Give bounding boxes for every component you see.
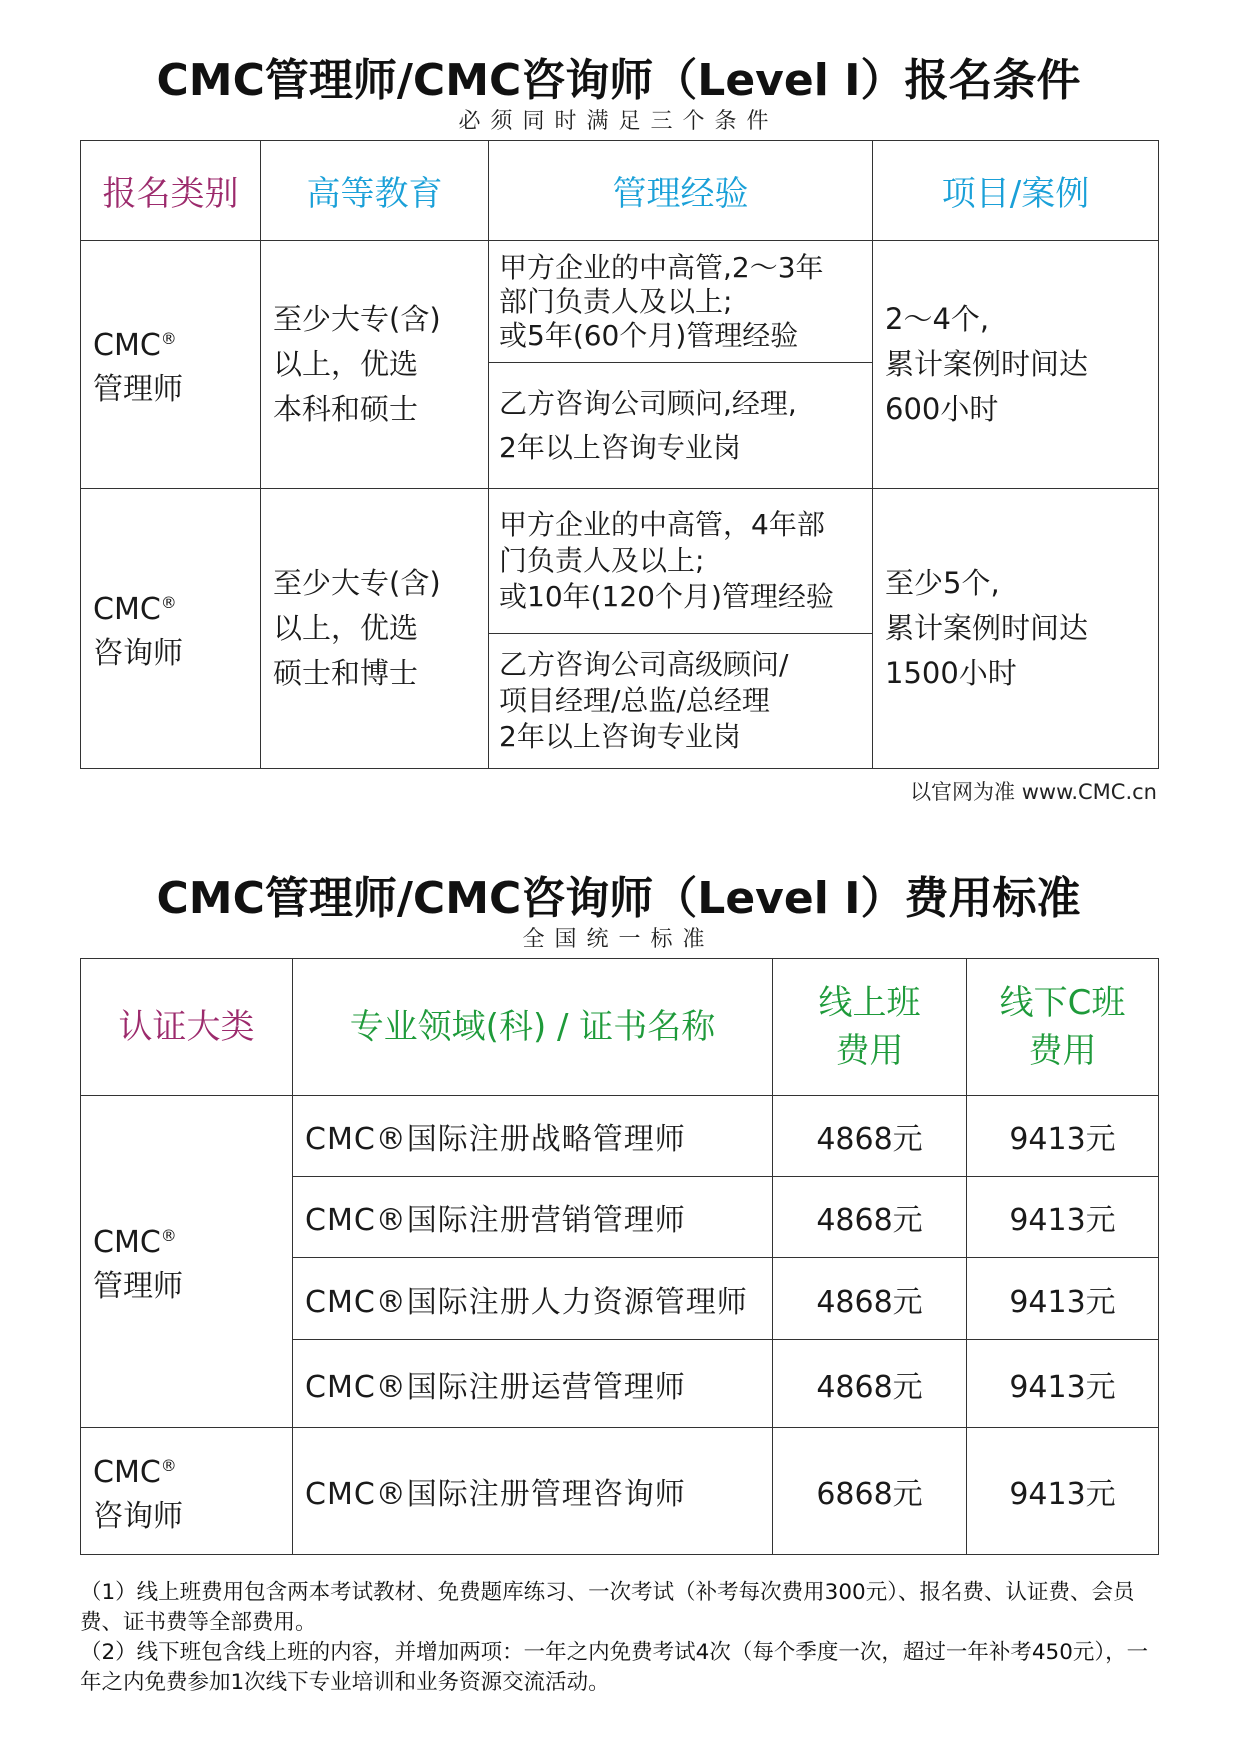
reg-education-consultant [261,489,489,769]
reg-experience-a-manager [489,241,873,363]
reg-header-experience: 管理经验 [489,141,873,241]
edu-line: 至少大专(含) [273,566,441,600]
reg-category-manager [81,241,261,489]
exp-line: 甲方企业的中高管,2～3年 [499,250,824,284]
reg-project-consultant [873,489,1159,769]
reg-table [80,140,1159,769]
fee-item-name: CMC®国际注册运营管理师 [293,1340,773,1428]
reg-experience-b-consultant [489,634,873,769]
reg-header-project: 项目/案例 [873,141,1159,241]
cat-role: 管理师 [93,1269,183,1304]
registered-mark: ® [160,593,177,612]
fee-offline: 9413元 [967,1258,1159,1340]
exp-line: 2年以上咨询专业岗 [499,430,741,464]
fee-item-name: CMC®国际注册营销管理师 [293,1177,773,1258]
registered-mark: ® [160,1226,177,1245]
reg-experience-b-manager [489,363,873,489]
header-line: 费用 [835,1031,904,1071]
cat-name: CMC [93,1225,161,1260]
reg-experience-a-consultant [489,489,873,634]
fee-offline: 9413元 [967,1096,1159,1177]
fee-offline: 9413元 [967,1177,1159,1258]
fee-notes [80,1578,1160,1698]
fee-note: （2）线下班包含线上班的内容，并增加两项：一年之内免费考试4次（每个季度一次，超过一年补考450元），一年之内免费参加1次线下专业培训和业务资源交流活动。 [80,1640,1149,1695]
proj-line: 2～4个, [885,302,990,336]
fee-online: 6868元 [773,1428,967,1555]
exp-line: 2年以上咨询专业岗 [499,720,741,753]
exp-line: 项目经理/总监/总经理 [499,684,770,717]
reg-education-manager [261,241,489,489]
fee-category-consultant [81,1428,293,1555]
header-line: 线下C班 [999,983,1126,1023]
fee-header-category: 认证大类 [81,959,293,1096]
reg-header-category: 报名类别 [81,141,261,241]
fee-item-name: CMC®国际注册战略管理师 [293,1096,773,1177]
proj-line: 1500小时 [885,656,1017,690]
reg-category-consultant [81,489,261,769]
fee-online: 4868元 [773,1258,967,1340]
header-line: 费用 [1028,1031,1097,1071]
fee-offline: 9413元 [967,1428,1159,1555]
cat-role: 咨询师 [93,636,183,671]
fee-table [80,958,1159,1555]
reg-header-education: 高等教育 [261,141,489,241]
exp-line: 部门负责人及以上; [499,284,733,318]
exp-line: 门负责人及以上; [499,544,705,577]
fee-offline: 9413元 [967,1340,1159,1428]
exp-line: 或5年(60个月)管理经验 [499,318,799,352]
edu-line: 以上，优选 [273,347,419,381]
edu-line: 本科和硕士 [273,392,419,426]
reg-title: CMC管理师/CMC咨询师（Level I）报名条件 [156,55,1081,106]
fee-header-online [773,959,967,1096]
fee-online: 4868元 [773,1340,967,1428]
edu-line: 至少大专(含) [273,302,441,336]
cat-name: CMC [93,328,161,363]
fee-title: CMC管理师/CMC咨询师（Level I）费用标准 [156,873,1081,924]
exp-line: 甲方企业的中高管，4年部 [499,508,825,541]
fee-category-manager [81,1096,293,1428]
cat-name: CMC [93,1454,161,1490]
registered-mark: ® [160,329,177,348]
fee-online: 4868元 [773,1177,967,1258]
fee-note: （1）线上班费用包含两本考试教材、免费题库练习、一次考试（补考每次费用300元）、报名费、认证费、会员费、证书费等全部费用。 [80,1580,1135,1635]
fee-item-name: CMC®国际注册人力资源管理师 [293,1258,773,1340]
cat-role: 咨询师 [93,1498,183,1534]
fee-header-field: 专业领域(科) / 证书名称 [293,959,773,1096]
cat-name: CMC [93,592,161,627]
reg-project-manager [873,241,1159,489]
edu-line: 以上，优选 [273,611,419,645]
exp-line: 乙方咨询公司高级顾问/ [499,648,789,681]
fee-header-offline [967,959,1159,1096]
proj-line: 累计案例时间达 [885,347,1089,381]
registered-mark: ® [160,1455,177,1475]
cat-role: 管理师 [93,372,183,407]
exp-line: 或10年(120个月)管理经验 [499,580,834,613]
reg-subtitle: 必须同时满足三个条件 [458,109,779,134]
header-line: 线上班 [818,983,921,1023]
fee-item-name: CMC®国际注册管理咨询师 [293,1428,773,1555]
proj-line: 累计案例时间达 [885,611,1089,645]
exp-line: 乙方咨询公司顾问,经理, [499,386,797,420]
official-site-note: 以官网为准 www.CMC.cn [910,780,1157,804]
edu-line: 硕士和博士 [273,656,419,690]
proj-line: 600小时 [885,392,999,426]
fee-online: 4868元 [773,1096,967,1177]
proj-line: 至少5个, [885,566,1000,600]
fee-subtitle: 全国统一标准 [522,927,715,952]
